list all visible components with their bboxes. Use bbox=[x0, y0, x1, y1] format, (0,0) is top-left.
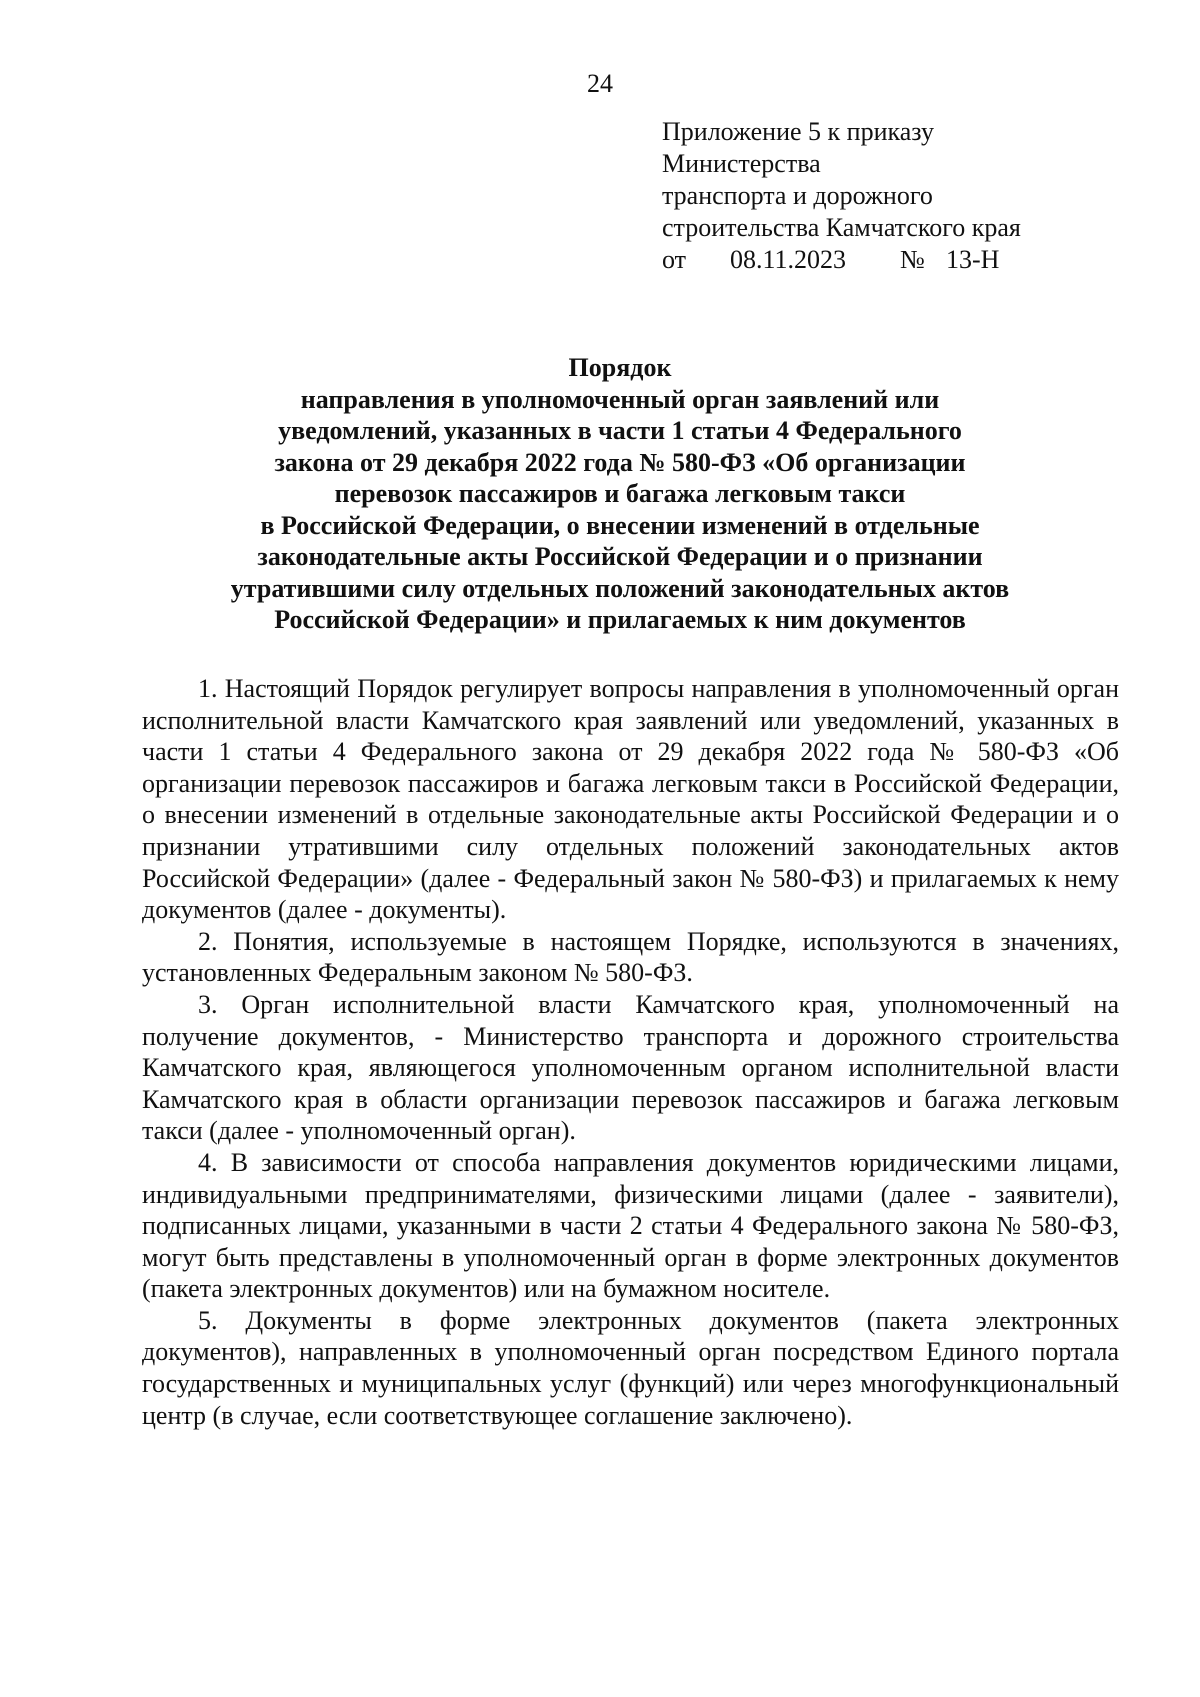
page-number: 24 bbox=[587, 69, 613, 98]
order-number: 13-Н bbox=[946, 245, 1000, 274]
number-sign: № bbox=[900, 245, 925, 274]
title-line: утратившими силу отдельных положений законодательных актов bbox=[230, 573, 1010, 603]
appendix-line: Министерства bbox=[662, 149, 821, 178]
document-body bbox=[142, 673, 1119, 1431]
title-line: закона от 29 декабря 2022 года № 580-ФЗ «Об организации bbox=[274, 447, 966, 477]
title-line: направления в уполномоченный орган заявлений или bbox=[300, 384, 940, 414]
from-label: от bbox=[662, 245, 687, 274]
title-line: Российской Федерации» и прилагаемых к ним документов bbox=[274, 605, 966, 634]
title-line: Порядок bbox=[568, 353, 672, 382]
paragraph-4: 4. В зависимости от способа направления документов юридическими лицами, индивидуальными предпринимателями, физическими лицами (далее - заявители), подписанных лицами, указанными в части 2 статьи 4 Федерального закона № 580-ФЗ, могут быть представлены в уполномоченный орган в форме электронных документов (пакета электронных документов) или на бумажном носителе. bbox=[142, 1147, 1119, 1304]
paragraph-3: 3. Орган исполнительной власти Камчатского края, уполномоченный на получение документов, - Министерство транспорта и дорожного строительства Камчатского края, являющегося уполномоченным органом исполнительной власти Камчатского края в области организации перевозок пассажиров и багажа легковым такси (далее - уполномоченный орган). bbox=[142, 989, 1119, 1146]
title-line: уведомлений, указанных в части 1 статьи 4 Федерального bbox=[278, 416, 962, 445]
appendix-line: транспорта и дорожного bbox=[662, 181, 933, 210]
appendix-block bbox=[662, 116, 1122, 276]
order-date: 08.11.2023 bbox=[730, 245, 847, 274]
paragraph-5: 5. Документы в форме электронных документов (пакета электронных документов), направленных в уполномоченный орган посредством Единого портала государственных и муниципальных услуг (функций) или через многофункциональный центр (в случае, если соответствующее соглашение заключено). bbox=[142, 1305, 1119, 1430]
paragraph-2: 2. Понятия, используемые в настоящем Порядке, используются в значениях, установленных Федеральным законом № 580-ФЗ. bbox=[142, 926, 1119, 988]
title-line: в Российской Федерации, о внесении изменений в отдельные bbox=[260, 510, 980, 540]
title-line: перевозок пассажиров и багажа легковым такси bbox=[334, 479, 906, 508]
appendix-line: Приложение 5 к приказу bbox=[662, 117, 935, 146]
order-date-line bbox=[662, 244, 1122, 276]
appendix-line: строительства Камчатского края bbox=[662, 213, 1021, 242]
paragraph-1: 1. Настоящий Порядок регулирует вопросы направления в уполномоченный орган исполнительной власти Камчатского края заявлений или уведомлений, указанных в части 1 статьи 4 Федерального закона от 29 декабря 2022 года № 580-ФЗ «Об организации перевозок пассажиров и багажа легковым такси в Российской Федерации, о внесении изменений в отдельные законодательные акты Российской Федерации и о признании утратившими силу отдельных положений законодательных актов Российской Федерации» (далее - Федеральный закон № 580-ФЗ) и прилагаемых к нему документов (далее - документы). bbox=[142, 674, 1119, 925]
title-line: законодательные акты Российской Федерации и о признании bbox=[257, 542, 983, 571]
document-title bbox=[140, 352, 1100, 636]
